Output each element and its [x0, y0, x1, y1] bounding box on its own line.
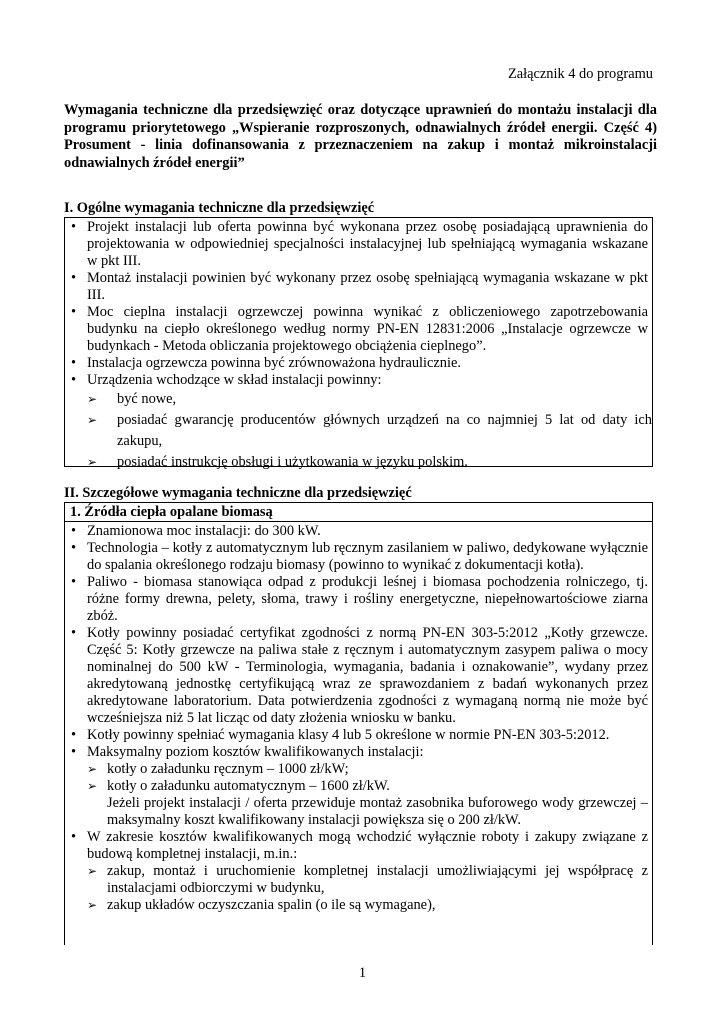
list-item: • Urządzenia wchodzące w skład instalacji powinny:	[71, 372, 382, 388]
list-item: • W zakresie kosztów kwalifikowanych mogą wchodzić wyłącznie roboty i zakupy związane z budową kompletnej instalacji, m.in.: ➢ zakup, montaż i uruchomienie kompletnej instalacji umożliwiającymi jej współpracę z instalacjami odbiorczymi w budynku, ➢ zakup układów oczyszczania spalin (o ile są wymagane),	[71, 829, 648, 913]
attachment-label: Załącznik 4 do programu	[507, 66, 653, 82]
cost-note: Jeżeli projekt instalacji / oferta przewiduje montaż zasobnika buforowego wody grzewczej – maksymalny koszt kwalifikowany instalacji powiększa się o 200 zł/kW.	[107, 795, 648, 828]
bullet-dot-icon: •	[71, 372, 77, 388]
sub-list-item: ➢ zakup, montaż i uruchomienie kompletnej instalacji umożliwiającymi jej współpracę z instalacjami odbiorczymi w budynku,	[87, 863, 648, 896]
section-1-box	[64, 217, 653, 470]
section-2-heading: II. Szczegółowe wymagania techniczne dla przedsięwzięć	[64, 485, 412, 501]
bullet-dot-icon: •	[71, 304, 77, 320]
arrow-bullet-icon: ➢	[87, 392, 98, 406]
bullet-dot-icon: •	[71, 355, 77, 371]
page-number: 1	[358, 965, 367, 981]
sub-list-item: ➢ posiadać instrukcję obsługi i użytkowania w języku polskim.	[87, 452, 652, 473]
bullet-dot-icon: •	[71, 540, 77, 556]
sub-list-item: ➢ zakup układów oczyszczania spalin (o ile są wymagane),	[87, 897, 436, 913]
bullet-dot-icon: •	[71, 744, 77, 760]
list-item: • Znamionowa moc instalacji: do 300 kW.	[71, 523, 321, 539]
arrow-bullet-icon: ➢	[87, 898, 98, 912]
bullet-dot-icon: •	[71, 625, 77, 641]
list-item: • Kotły powinny posiadać certyfikat zgodności z normą PN-EN 303-5:2012 „Kotły grzewcze. Część 5: Kotły grzewcze na paliwa stałe z ręcznym i automatycznym zasypem paliwa o mocy nominalnej do 500 kW - Terminologia, wymagania, badania i oznakowanie”, wydany przez akredytowaną jednostkę certyfikującą wraz ze sprawozdaniem z badań wykonanych przez akredytowane laboratorium. Data potwierdzenia zgodności z wymaganą normą nie może być wcześniejsza niż 5 lat licząc od daty złożenia wniosku w banku.	[71, 625, 648, 726]
arrow-bullet-icon: ➢	[87, 413, 98, 427]
bullet-dot-icon: •	[71, 270, 77, 286]
document-title: Wymagania techniczne dla przedsięwzięć oraz dotyczące uprawnień do montażu instalacji dla programu priorytetowego „Wspieranie rozproszonych, odnawialnych źródeł energii. Część 4) Prosument - linia dofinansowania z przeznaczeniem na zakup i montaż mikroinstalacji odnawialnych źródeł energii”	[64, 102, 657, 171]
sub-list-item: ➢ posiadać gwarancję producentów głównych urządzeń na co najmniej 5 lat od daty ich zakupu,	[87, 412, 652, 449]
list-item: • Moc cieplna instalacji ogrzewczej powinna wynikać z obliczeniowego zapotrzebowania budynku na ciepło określonego według normy PN-EN 12831:2006 „Instalacje ogrzewcze w budynkach - Metoda obliczania projektowego obciążenia cieplnego”.	[71, 304, 648, 354]
section-2-box	[64, 502, 653, 945]
arrow-bullet-icon: ➢	[87, 455, 98, 469]
list-item: • Instalacja ogrzewcza powinna być zrównoważona hydraulicznie.	[71, 355, 461, 371]
bullet-dot-icon: •	[71, 727, 77, 743]
bullet-dot-icon: •	[71, 574, 77, 590]
list-item: • Projekt instalacji lub oferta powinna być wykonana przez osobę posiadającą uprawnienia do projektowania w odpowiedniej specjalności instalacyjnej lub spełniającą wymagania wskazane w pkt III.	[71, 219, 648, 269]
list-item: • Paliwo - biomasa stanowiąca odpad z produkcji leśnej i biomasa pochodzenia rolniczego, tj. różne formy drewna, pelety, słoma, trawy i rośliny energetyczne, niepełnowartościowe ziarna zbóż.	[71, 574, 648, 624]
arrow-bullet-icon: ➢	[87, 762, 98, 776]
arrow-bullet-icon: ➢	[87, 864, 98, 878]
list-item: • Montaż instalacji powinien być wykonany przez osobę spełniającą wymagania wskazane w pkt III.	[71, 270, 648, 303]
bullet-dot-icon: •	[71, 219, 77, 235]
section-1-heading: I. Ogólne wymagania techniczne dla przedsięwzięć	[64, 200, 375, 216]
arrow-bullet-icon: ➢	[87, 779, 98, 793]
section-2-subheading: 1. Źródła ciepła opalane biomasą	[65, 503, 652, 522]
sub-list-item: ➢ być nowe,	[87, 389, 652, 410]
bullet-dot-icon: •	[71, 523, 77, 539]
list-item: • Technologia – kotły z automatycznym lub ręcznym zasilaniem w paliwo, dedykowane wyłącznie do spalania określonego rodzaju biomasy (powinno to wynikać z dokumentacji kotła).	[71, 540, 648, 573]
sub-list-item: ➢ kotły o załadunku automatycznym – 1600 zł/kW.	[87, 778, 390, 794]
sub-list-item: ➢ kotły o załadunku ręcznym – 1000 zł/kW;	[87, 761, 349, 777]
bullet-dot-icon: •	[71, 829, 77, 845]
list-item: • Kotły powinny spełniać wymagania klasy 4 lub 5 określone w normie PN-EN 303-5:2012.	[71, 727, 610, 743]
list-item: • Maksymalny poziom kosztów kwalifikowanych instalacji: ➢ kotły o załadunku ręcznym – 1000 zł/kW; ➢ kotły o załadunku automatycznym – 1600 zł/kW. Jeżeli projekt instalacji / oferta przewiduje montaż zasobnika buforowego wody grzewczej – maksymalny koszt kwalifikowany instalacji powiększa się o 200 zł/kW.	[71, 744, 648, 828]
